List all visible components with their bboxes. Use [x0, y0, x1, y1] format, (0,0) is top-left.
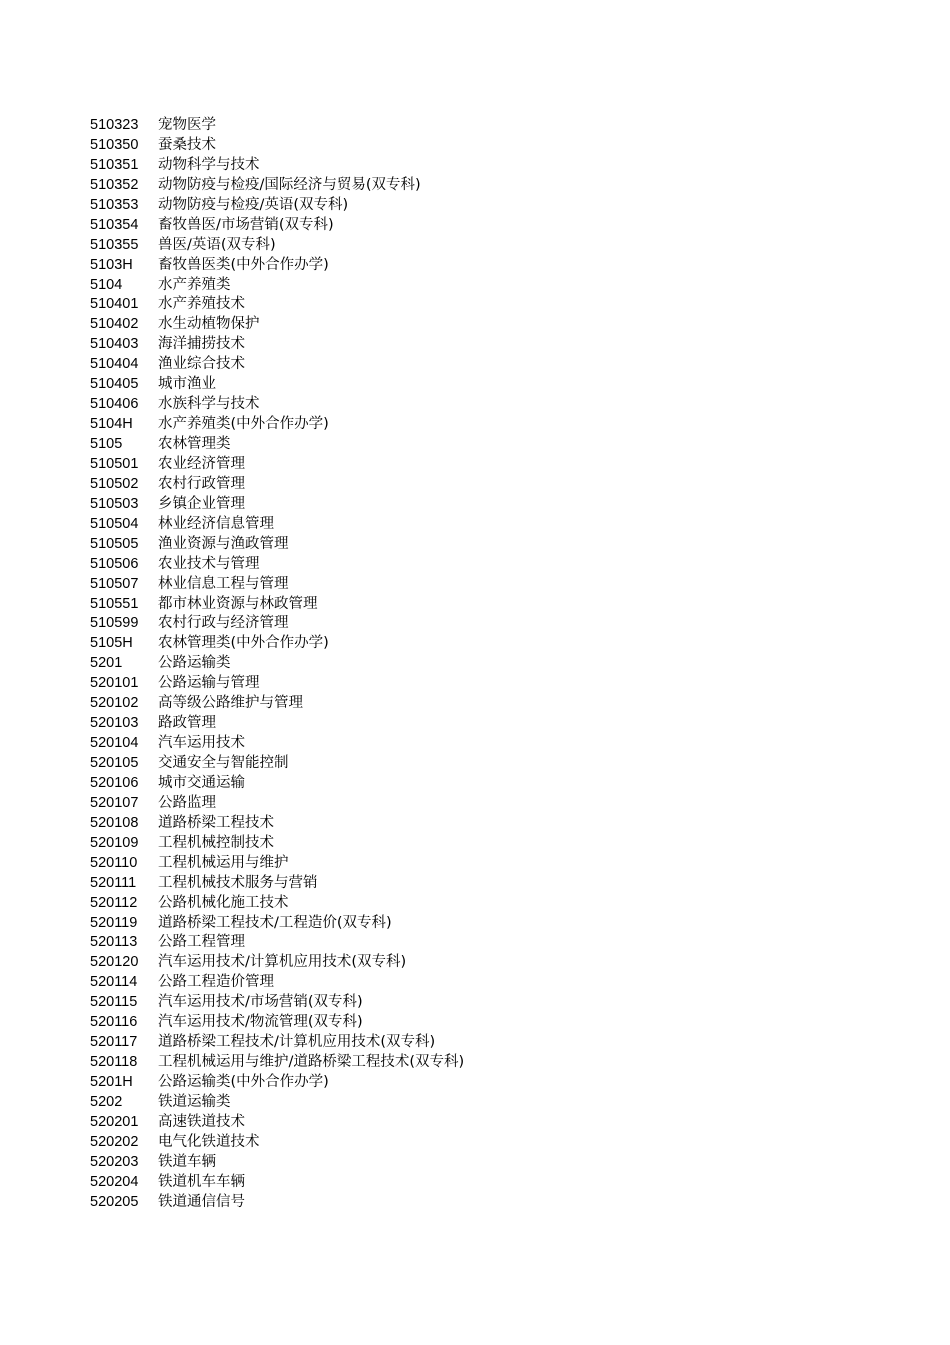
list-item: [90, 854, 464, 874]
major-code-list: [90, 116, 464, 1213]
major-code: 520203: [90, 1153, 139, 1170]
list-item: [90, 176, 464, 196]
major-code: 520204: [90, 1173, 139, 1190]
major-name: 工程机械技术服务与营销: [158, 874, 318, 891]
major-name: 公路机械化施工技术: [158, 894, 289, 911]
major-code: 520116: [90, 1014, 138, 1031]
list-item: [90, 1073, 464, 1093]
list-item: [90, 515, 464, 535]
major-name: 林业经济信息管理: [158, 515, 274, 532]
list-item: [90, 834, 464, 854]
major-name: 水族科学与技术: [158, 396, 260, 413]
major-name: 渔业资源与渔政管理: [158, 535, 289, 552]
major-code: 510599: [90, 615, 139, 632]
major-name: 海洋捕捞技术: [158, 336, 245, 353]
major-name: 汽车运用技术: [158, 735, 245, 752]
major-code: 5201: [90, 655, 123, 672]
major-code: 5104: [90, 276, 123, 293]
major-code: 510323: [90, 117, 139, 133]
major-code: 520108: [90, 814, 139, 831]
major-code: 510403: [90, 336, 139, 353]
list-item: [90, 395, 464, 415]
list-item: [90, 1093, 464, 1113]
major-name: 公路监理: [158, 794, 216, 811]
list-item: [90, 1133, 464, 1153]
list-item: [90, 535, 464, 555]
major-code: 510355: [90, 236, 139, 253]
major-name: 农业技术与管理: [158, 555, 260, 572]
major-name: 工程机械控制技术: [158, 834, 274, 851]
major-name: 农林管理类(中外合作办学): [158, 635, 329, 652]
major-name: 都市林业资源与林政管理: [158, 595, 318, 612]
major-name: 公路运输类(中外合作办学): [158, 1074, 329, 1090]
list-item: [90, 295, 464, 315]
major-code: 5104H: [90, 416, 133, 433]
major-code: 510506: [90, 555, 139, 572]
list-item: [90, 774, 464, 794]
major-code: 510405: [90, 376, 139, 393]
list-item: [90, 415, 464, 435]
list-item: [90, 694, 464, 714]
list-item: [90, 754, 464, 774]
list-item: [90, 674, 464, 694]
major-name: 林业信息工程与管理: [158, 575, 289, 592]
major-name: 动物防疫与检疫/国际经济与贸易(双专科): [158, 176, 421, 193]
major-name: 农业经济管理: [158, 455, 245, 472]
list-item: [90, 1193, 464, 1213]
list-item: [90, 814, 464, 834]
list-item: [90, 575, 464, 595]
major-code: 510501: [90, 455, 139, 472]
major-name: 蚕桑技术: [158, 136, 216, 153]
major-name: 动物科学与技术: [158, 156, 260, 173]
major-code: 510503: [90, 495, 139, 512]
major-name: 公路工程造价管理: [158, 974, 274, 991]
list-item: [90, 236, 464, 256]
major-code: 510354: [90, 216, 139, 233]
major-code: 510504: [90, 515, 139, 532]
major-name: 农林管理类: [158, 436, 231, 452]
list-item: [90, 435, 464, 455]
list-item: [90, 1013, 464, 1033]
list-item: [90, 116, 464, 136]
major-name: 公路运输与管理: [158, 675, 260, 692]
major-code: 520115: [90, 994, 138, 1011]
list-item: [90, 555, 464, 575]
major-name: 道路桥梁工程技术: [158, 814, 274, 831]
major-name: 城市交通运输: [158, 774, 245, 791]
list-item: [90, 216, 464, 236]
major-code: 5105: [90, 436, 123, 452]
list-item: [90, 595, 464, 615]
major-name: 乡镇企业管理: [158, 495, 245, 512]
major-name: 公路运输类: [158, 655, 231, 672]
list-item: [90, 455, 464, 475]
major-code: 520112: [90, 894, 138, 911]
major-code: 520114: [90, 974, 138, 991]
list-item: [90, 136, 464, 156]
major-name: 农村行政管理: [158, 475, 245, 492]
major-name: 电气化铁道技术: [158, 1133, 260, 1150]
list-item: [90, 1173, 464, 1193]
major-name: 铁道机车车辆: [158, 1173, 245, 1190]
major-code: 520106: [90, 774, 139, 791]
major-code: 510502: [90, 475, 139, 492]
major-name: 铁道运输类: [158, 1093, 231, 1110]
list-item: [90, 256, 464, 276]
major-code: 510352: [90, 176, 139, 193]
list-item: [90, 794, 464, 814]
major-code: 510404: [90, 356, 139, 373]
major-name: 水生动植物保护: [158, 316, 260, 333]
major-code: 510406: [90, 396, 139, 413]
list-item: [90, 196, 464, 216]
major-name: 铁道车辆: [158, 1153, 216, 1170]
major-code: 520107: [90, 794, 139, 811]
major-name: 路政管理: [158, 715, 216, 732]
major-name: 公路工程管理: [158, 934, 245, 951]
major-code: 510350: [90, 136, 139, 153]
major-code: 510351: [90, 156, 139, 173]
major-name: 渔业综合技术: [158, 356, 245, 373]
major-name: 高速铁道技术: [158, 1113, 245, 1130]
major-code: 520117: [90, 1034, 138, 1051]
major-code: 520101: [90, 675, 139, 692]
list-item: [90, 375, 464, 395]
major-name: 汽车运用技术/计算机应用技术(双专科): [158, 954, 407, 971]
list-item: [90, 734, 464, 754]
major-code: 520103: [90, 715, 139, 732]
list-item: [90, 874, 464, 894]
major-code: 520202: [90, 1133, 139, 1150]
major-code: 520110: [90, 854, 138, 871]
major-name: 农村行政与经济管理: [158, 615, 289, 632]
list-item: [90, 973, 464, 993]
list-item: [90, 276, 464, 296]
major-name: 道路桥梁工程技术/计算机应用技术(双专科): [158, 1034, 436, 1051]
major-code: 510402: [90, 316, 139, 333]
major-name: 水产养殖技术: [158, 296, 245, 313]
major-code: 510401: [90, 296, 139, 313]
list-item: [90, 993, 464, 1013]
major-code: 5105H: [90, 635, 133, 652]
major-code: 510353: [90, 196, 139, 213]
major-name: 道路桥梁工程技术/工程造价(双专科): [158, 914, 392, 931]
major-code: 510505: [90, 535, 139, 552]
major-name: 工程机械运用与维护: [158, 854, 289, 871]
major-name: 交通安全与智能控制: [158, 755, 289, 771]
list-item: [90, 634, 464, 654]
major-code: 520111: [90, 874, 137, 891]
list-item: [90, 1153, 464, 1173]
list-item: [90, 335, 464, 355]
list-item: [90, 614, 464, 634]
list-item: [90, 953, 464, 973]
list-item: [90, 1053, 464, 1073]
major-code: 520120: [90, 954, 139, 971]
major-name: 水产养殖类(中外合作办学): [158, 416, 329, 433]
major-code: 520105: [90, 755, 139, 771]
list-item: [90, 315, 464, 335]
major-name: 水产养殖类: [158, 276, 231, 293]
major-name: 汽车运用技术/市场营销(双专科): [158, 994, 363, 1011]
major-code: 520102: [90, 695, 139, 712]
major-name: 畜牧兽医类(中外合作办学): [158, 256, 329, 273]
major-code: 520104: [90, 735, 139, 752]
major-code: 520201: [90, 1113, 139, 1130]
list-item: [90, 714, 464, 734]
major-name: 宠物医学: [158, 117, 216, 133]
list-item: [90, 495, 464, 515]
list-item: [90, 933, 464, 953]
list-item: [90, 1033, 464, 1053]
major-name: 工程机械运用与维护/道路桥梁工程技术(双专科): [158, 1054, 465, 1071]
major-name: 畜牧兽医/市场营销(双专科): [158, 216, 334, 233]
major-code: 520205: [90, 1193, 139, 1210]
list-item: [90, 156, 464, 176]
major-name: 高等级公路维护与管理: [158, 695, 303, 712]
list-item: [90, 914, 464, 934]
major-name: 汽车运用技术/物流管理(双专科): [158, 1014, 363, 1031]
list-item: [90, 654, 464, 674]
major-code: 520113: [90, 934, 138, 951]
major-code: 510551: [90, 595, 139, 612]
major-name: 铁道通信信号: [158, 1193, 245, 1210]
major-code: 5103H: [90, 256, 133, 273]
list-item: [90, 355, 464, 375]
major-code: 5202: [90, 1093, 123, 1110]
major-code: 520118: [90, 1054, 138, 1071]
major-code: 510507: [90, 575, 139, 592]
list-item: [90, 894, 464, 914]
major-name: 兽医/英语(双专科): [158, 236, 276, 253]
major-name: 城市渔业: [158, 376, 216, 393]
major-name: 动物防疫与检疫/英语(双专科): [158, 196, 349, 213]
list-item: [90, 1113, 464, 1133]
major-code: 5201H: [90, 1074, 133, 1090]
major-code: 520109: [90, 834, 139, 851]
major-code: 520119: [90, 914, 138, 931]
list-item: [90, 475, 464, 495]
